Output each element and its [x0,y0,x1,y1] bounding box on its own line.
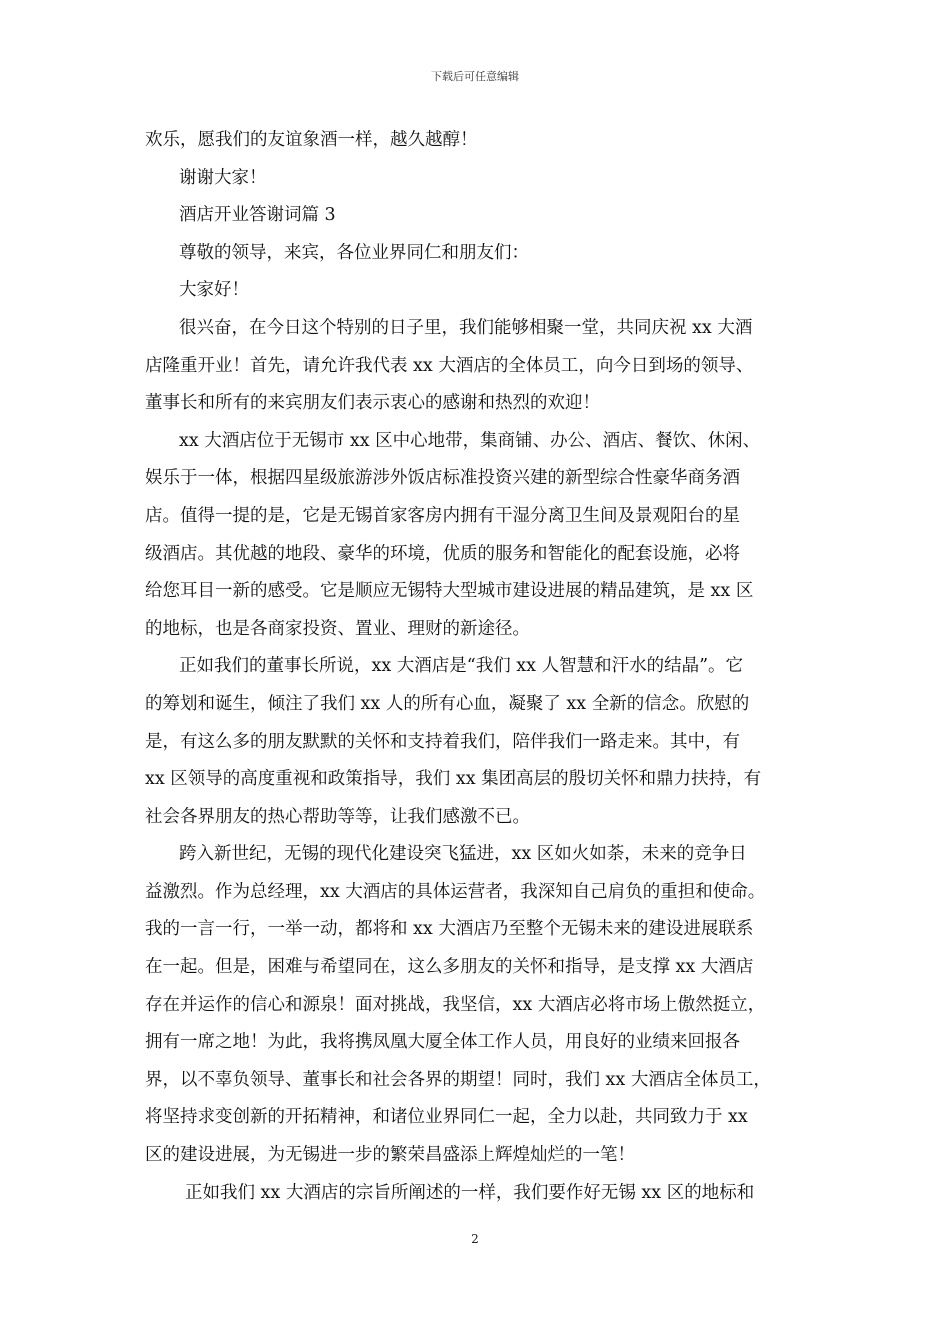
text-line: 存在并运作的信心和源泉！面对挑战，我坚信，xx 大酒店必将市场上傲然挺立， [145,994,766,1015]
text-line: 在一起。但是，困难与希望同在，这么多朋友的关怀和指导，是支撑 xx 大酒店 [145,957,754,978]
text-line: 很兴奋，在今日这个特别的日子里，我们能够相聚一堂，共同庆祝 xx 大酒 [179,317,753,338]
section-heading: 酒店开业答谢词篇 3 [179,205,336,226]
text-line: 社会各界朋友的热心帮助等等，让我们感激不已。 [145,806,530,827]
salutation: 尊敬的领导，来宾，各位业界同仁和朋友们： [179,242,529,263]
text-line: 欢乐，愿我们的友谊象酒一样，越久越醇！ [145,130,478,150]
text-line: xx 大酒店位于无锡市 xx 区中心地带，集商铺、办公、酒店、餐饮、休闲、 [179,430,761,451]
text-line: 我的一言一行，一举一动，都将和 xx 大酒店乃至整个无锡未来的建设进展联系 [145,919,754,940]
text-line: 的筹划和诞生，倾注了我们 xx 人的所有心血，凝聚了 xx 全新的信念。欣慰的 [145,693,750,714]
text-line: 董事长和所有的来宾朋友们表示衷心的感谢和热烈的欢迎！ [145,393,600,414]
text-line: 益激烈。作为总经理，xx 大酒店的具体运营者，我深知自己肩负的重担和使命。 [145,881,766,902]
text-line: 将坚持求变创新的开拓精神，和诸位业界同仁一起，全力以赴，共同致力于 xx [145,1107,748,1128]
text-line: 正如我们 xx 大酒店的宗旨所阐述的一样，我们要作好无锡 xx 区的地标和 [185,1182,755,1203]
text-line: 店。值得一提的是，它是无锡首家客房内拥有干湿分离卫生间及景观阳台的星 [145,505,740,526]
text-line: 的地标，也是各商家投资、置业、理财的新途径。 [145,618,530,639]
text-line: 区的建设进展，为无锡进一步的繁荣昌盛添上辉煌灿烂的一笔！ [145,1145,635,1166]
text-line: 级酒店。其优越的地段、豪华的环境，优质的服务和智能化的配套设施，必将 [145,543,740,564]
greeting: 大家好！ [179,280,249,301]
text-line: 给您耳目一新的感受。它是顺应无锡特大型城市建设进展的精品建筑，是 xx 区 [145,581,754,602]
text-line: 跨入新世纪，无锡的现代化建设突飞猛进，xx 区如火如荼，未来的竞争日 [179,844,747,865]
text-line: 正如我们的董事长所说，xx 大酒店是“我们 xx 人智慧和汗水的结晶”。它 [179,656,744,677]
text-line: 娱乐于一体，根据四星级旅游涉外饭店标准投资兴建的新型综合性豪华商务酒 [145,468,740,489]
text-line: 界，以不辜负领导、董事长和社会各界的期望！同时，我们 xx 大酒店全体员工， [145,1069,771,1090]
page-number: 2 [471,1232,479,1246]
text-line: 拥有一席之地！为此，我将携凤凰大厦全体工作人员，用良好的业绩来回报各 [145,1032,740,1053]
text-line: 谢谢大家！ [179,167,267,188]
page-header: 下载后可任意编辑 [431,70,519,83]
document-body [145,122,809,1212]
text-line: 店隆重开业！首先，请允许我代表 xx 大酒店的全体员工，向今日到场的领导、 [145,355,754,376]
text-line: 是，有这么多的朋友默默的关怀和支持着我们，陪伴我们一路走来。其中，有 [145,731,740,752]
text-line: xx 区领导的高度重视和政策指导，我们 xx 集团高层的殷切关怀和鼎力扶持，有 [145,769,762,790]
